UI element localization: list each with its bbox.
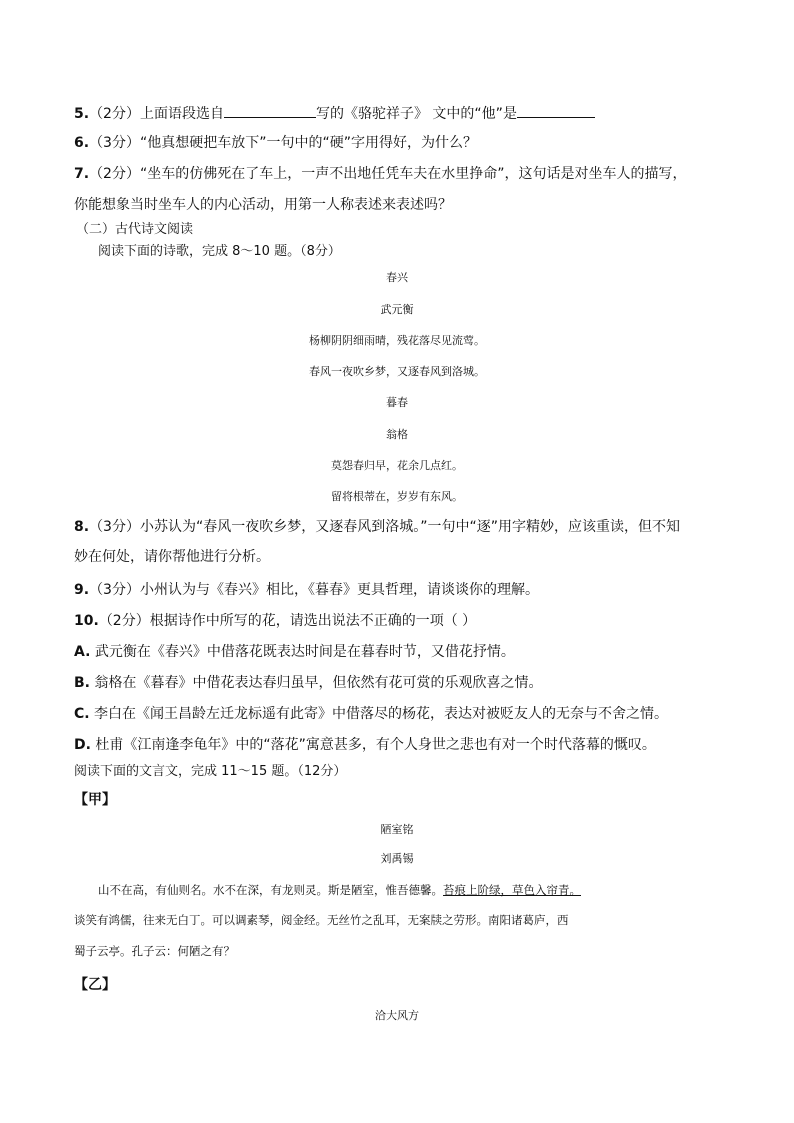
question-number: 9. [74, 582, 90, 598]
poem-author: 翁格 [386, 428, 408, 441]
poem-title: 暮春 [386, 396, 408, 409]
question-text: （3分）小苏认为“春风一夜吹乡梦，又逐春风到洛城。”一句中“逐”用字精妙，应该重读，但不知 [89, 519, 680, 535]
question-text: 写的《骆驼祥子》 文中的“他”是 [315, 106, 517, 122]
answer-blank[interactable] [517, 103, 595, 118]
text-label-yi: 【乙】 [74, 977, 116, 993]
prose-line: 谈笑有鸿儒，往来无白丁。可以调素琴，阅金经。无丝竹之乱耳，无案牍之劳形。南阳诸葛庐，西 [74, 913, 569, 927]
question-score: （2分） [89, 106, 140, 122]
question-10 [74, 611, 476, 631]
prose-title: 陋室铭 [380, 823, 414, 836]
poem-line: 春风一夜吹乡梦，又逐春风到洛城。 [309, 365, 485, 378]
option-label: C. [74, 706, 90, 722]
poem-author: 武元衡 [380, 303, 414, 316]
question-9 [74, 580, 539, 600]
question-7 [74, 164, 686, 184]
option-label: D. [74, 737, 91, 753]
section-instruction: 阅读下面的诗歌，完成 8～10 题。（8分） [98, 244, 341, 259]
option-c[interactable] [74, 704, 668, 724]
question-text: 妙在何处，请你帮他进行分析。 [74, 549, 270, 565]
underlined-text: 苔痕上阶绿，草色入帘青。 [443, 883, 581, 897]
section-instruction: 阅读下面的文言文，完成 11～15 题。（12分） [74, 764, 347, 779]
option-text: 武元衡在《春兴》中借落花既表达时间是在暮春时节，又借花抒情。 [94, 644, 515, 660]
question-number: 5. [74, 106, 90, 122]
option-a[interactable] [74, 642, 515, 662]
question-8-continued [74, 547, 270, 567]
text-label-jia: 【甲】 [74, 792, 116, 808]
question-6 [74, 133, 477, 153]
option-text: 杜甫《江南逢李龟年》中的“落花”寓意甚多，有个人身世之悲也有对一个时代落幕的慨叹。 [95, 737, 656, 753]
question-5 [74, 103, 595, 124]
question-8 [74, 517, 680, 537]
question-number: 8. [74, 519, 90, 535]
prose-text: 山不在高，有仙则名。水不在深，有龙则灵。斯是陋室，惟吾德馨。 [98, 883, 443, 897]
question-text: （3分）小州认为与《春兴》相比，《暮春》更具哲理，请谈谈你的理解。 [89, 582, 539, 598]
question-text: 你能想象当时坐车人的内心活动，用第一人称表述来表述吗？ [74, 197, 452, 213]
question-number: 10. [74, 613, 99, 629]
question-text: （3分）“他真想硬把车放下”一句中的“硬”字用得好，为什么？ [89, 135, 477, 151]
option-b[interactable] [74, 673, 542, 693]
prose-title: 洽大风方 [375, 1009, 419, 1022]
option-label: A. [74, 644, 91, 660]
question-text: （2分）“坐车的仿佛死在了车上，一声不出地任凭车夫在水里挣命”，这句话是对坐车人的描写， [89, 166, 687, 182]
prose-line [98, 881, 581, 899]
question-text: 上面语段选自 [139, 106, 224, 122]
poem-line: 留将根蒂在，岁岁有东风。 [331, 490, 463, 503]
question-number: 7. [74, 166, 90, 182]
option-d[interactable] [74, 735, 656, 755]
option-label: B. [74, 675, 90, 691]
option-text: 翁格在《暮春》中借花表达春归虽早，但依然有花可赏的乐观欣喜之情。 [94, 675, 543, 691]
option-text: 李白在《闻王昌龄左迁龙标遥有此寄》中借落尽的杨花，表达对被贬友人的无奈与不舍之情。 [94, 706, 669, 722]
question-7-continued [74, 195, 452, 215]
poem-title: 春兴 [386, 271, 408, 284]
prose-author: 刘禹锡 [380, 852, 414, 865]
poem-line: 莫怨春归早，花余几点红。 [331, 459, 463, 472]
question-number: 6. [74, 135, 90, 151]
prose-line: 蜀子云亭。孔子云：何陋之有？ [74, 944, 235, 958]
question-text: （2分）根据诗作中所写的花，请选出说法不正确的一项（ ） [98, 613, 477, 629]
poem-line: 杨柳阴阴细雨晴，残花落尽见流莺。 [309, 334, 485, 347]
answer-blank[interactable] [224, 103, 316, 118]
section-heading: （二）古代诗文阅读 [76, 222, 194, 237]
